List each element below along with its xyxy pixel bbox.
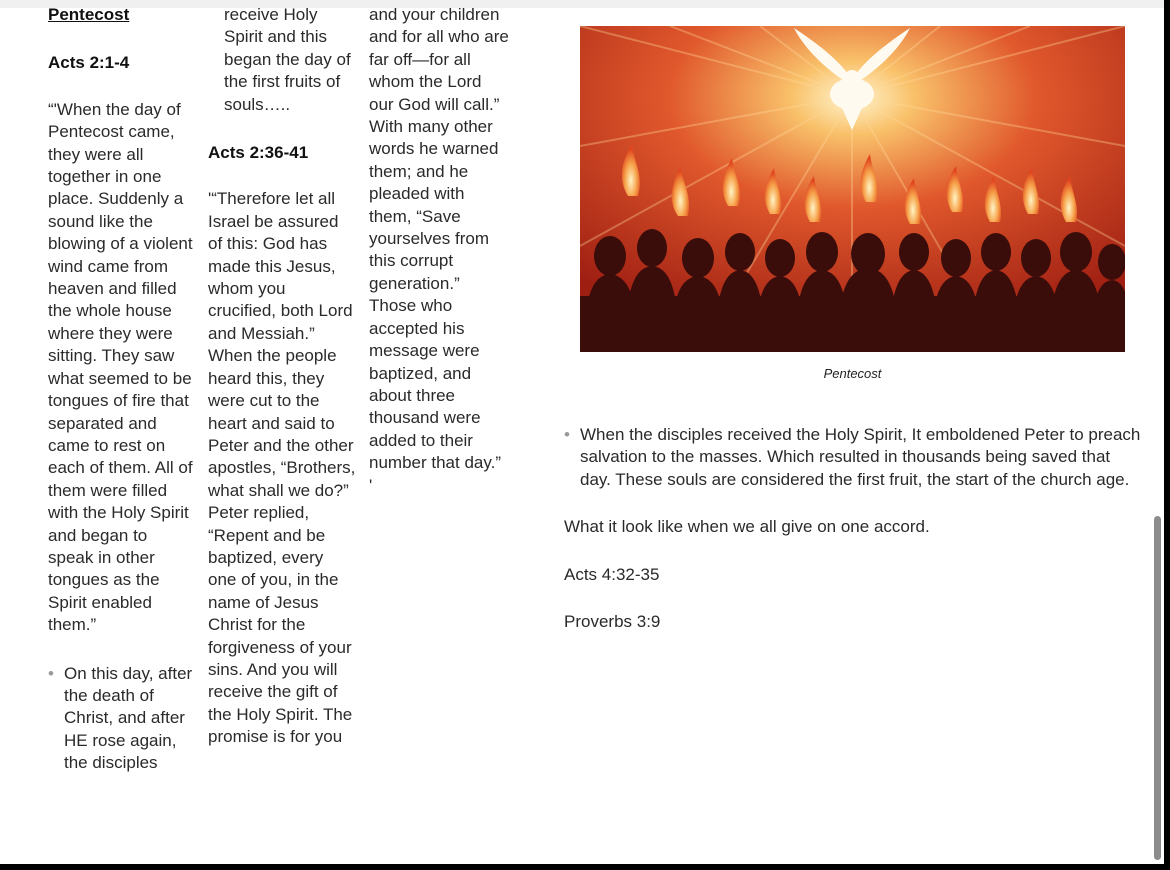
bullet-dot-icon: • — [564, 425, 570, 444]
column-1 — [48, 4, 196, 775]
paragraph-one-accord: What it look like when we all give on one accord. — [564, 517, 930, 537]
bullet-item-first-fruits — [48, 663, 196, 775]
scripture-passage-2-start: '“Therefore let all Israel be assured of this: God has made this Jesus, whom you crucified, both Lord and Messiah.” When the people heard this, they were cut to the heart and said to Peter and the other apostles, “Brothers, what shall we do?” Peter replied, “Repent and be baptized, every one of you, in the name of Jesus Christ for the forgiveness of your sins. And you will receive the gift of the Holy Spirit. The promise is for you — [208, 189, 356, 747]
bullet-text: When the disciples received the Holy Spirit, It emboldened Peter to preach salvation to the masses. Which resulted in thousands being saved that day. These souls are considered the first fruit, the start of the church age. — [580, 425, 1141, 489]
scripture-reference-acts-2-1-4: Acts 2:1-4 — [48, 53, 130, 73]
trailing-mark: ' — [369, 475, 373, 495]
scripture-reference-acts-2-36-41: Acts 2:36-41 — [208, 143, 309, 163]
bullet-item-holy-spirit — [564, 424, 1144, 491]
pentecost-illustration — [580, 26, 1125, 352]
reference-proverbs-3: Proverbs 3:9 — [564, 612, 661, 632]
column-3 — [369, 4, 509, 497]
reference-acts-4: Acts 4:32-35 — [564, 564, 660, 584]
crowd-silhouettes — [580, 229, 1125, 352]
bullet-dot-icon: • — [48, 663, 54, 683]
scripture-passage-2-end: and your children and for all who are far off—for all whom the Lord our God will call.” With many other words he warned them; and he pleaded with them, “Save yourselves from this corrupt generation.” Those who accepted his message were baptized, and about three thousand were added to their number that day.” — [369, 5, 509, 473]
vertical-scrollbar[interactable] — [1154, 516, 1161, 860]
column-2 — [208, 4, 356, 749]
bullet-text-continued: receive Holy Spirit and this began the day of the first fruits of souls….. — [224, 5, 351, 114]
scripture-passage-1: “'When the day of Pentecost came, they were all together in one place. Suddenly a sound like the blowing of a violent wind came from heaven and filled the whole house where they were sitting. They saw what seemed to be tongues of fire that separated and came to rest on each of them. All of them were filled with the Holy Spirit and began to speak in other tongues as the Spirit enabled them.” — [48, 99, 193, 635]
section-title: Pentecost — [48, 5, 130, 24]
figure-caption: Pentecost — [823, 366, 882, 381]
bullet-text-start: On this day, after the death of Christ, and after HE rose again, the disciples — [64, 663, 193, 773]
right-text-block — [564, 424, 1144, 633]
pentecost-image-svg — [580, 26, 1125, 352]
